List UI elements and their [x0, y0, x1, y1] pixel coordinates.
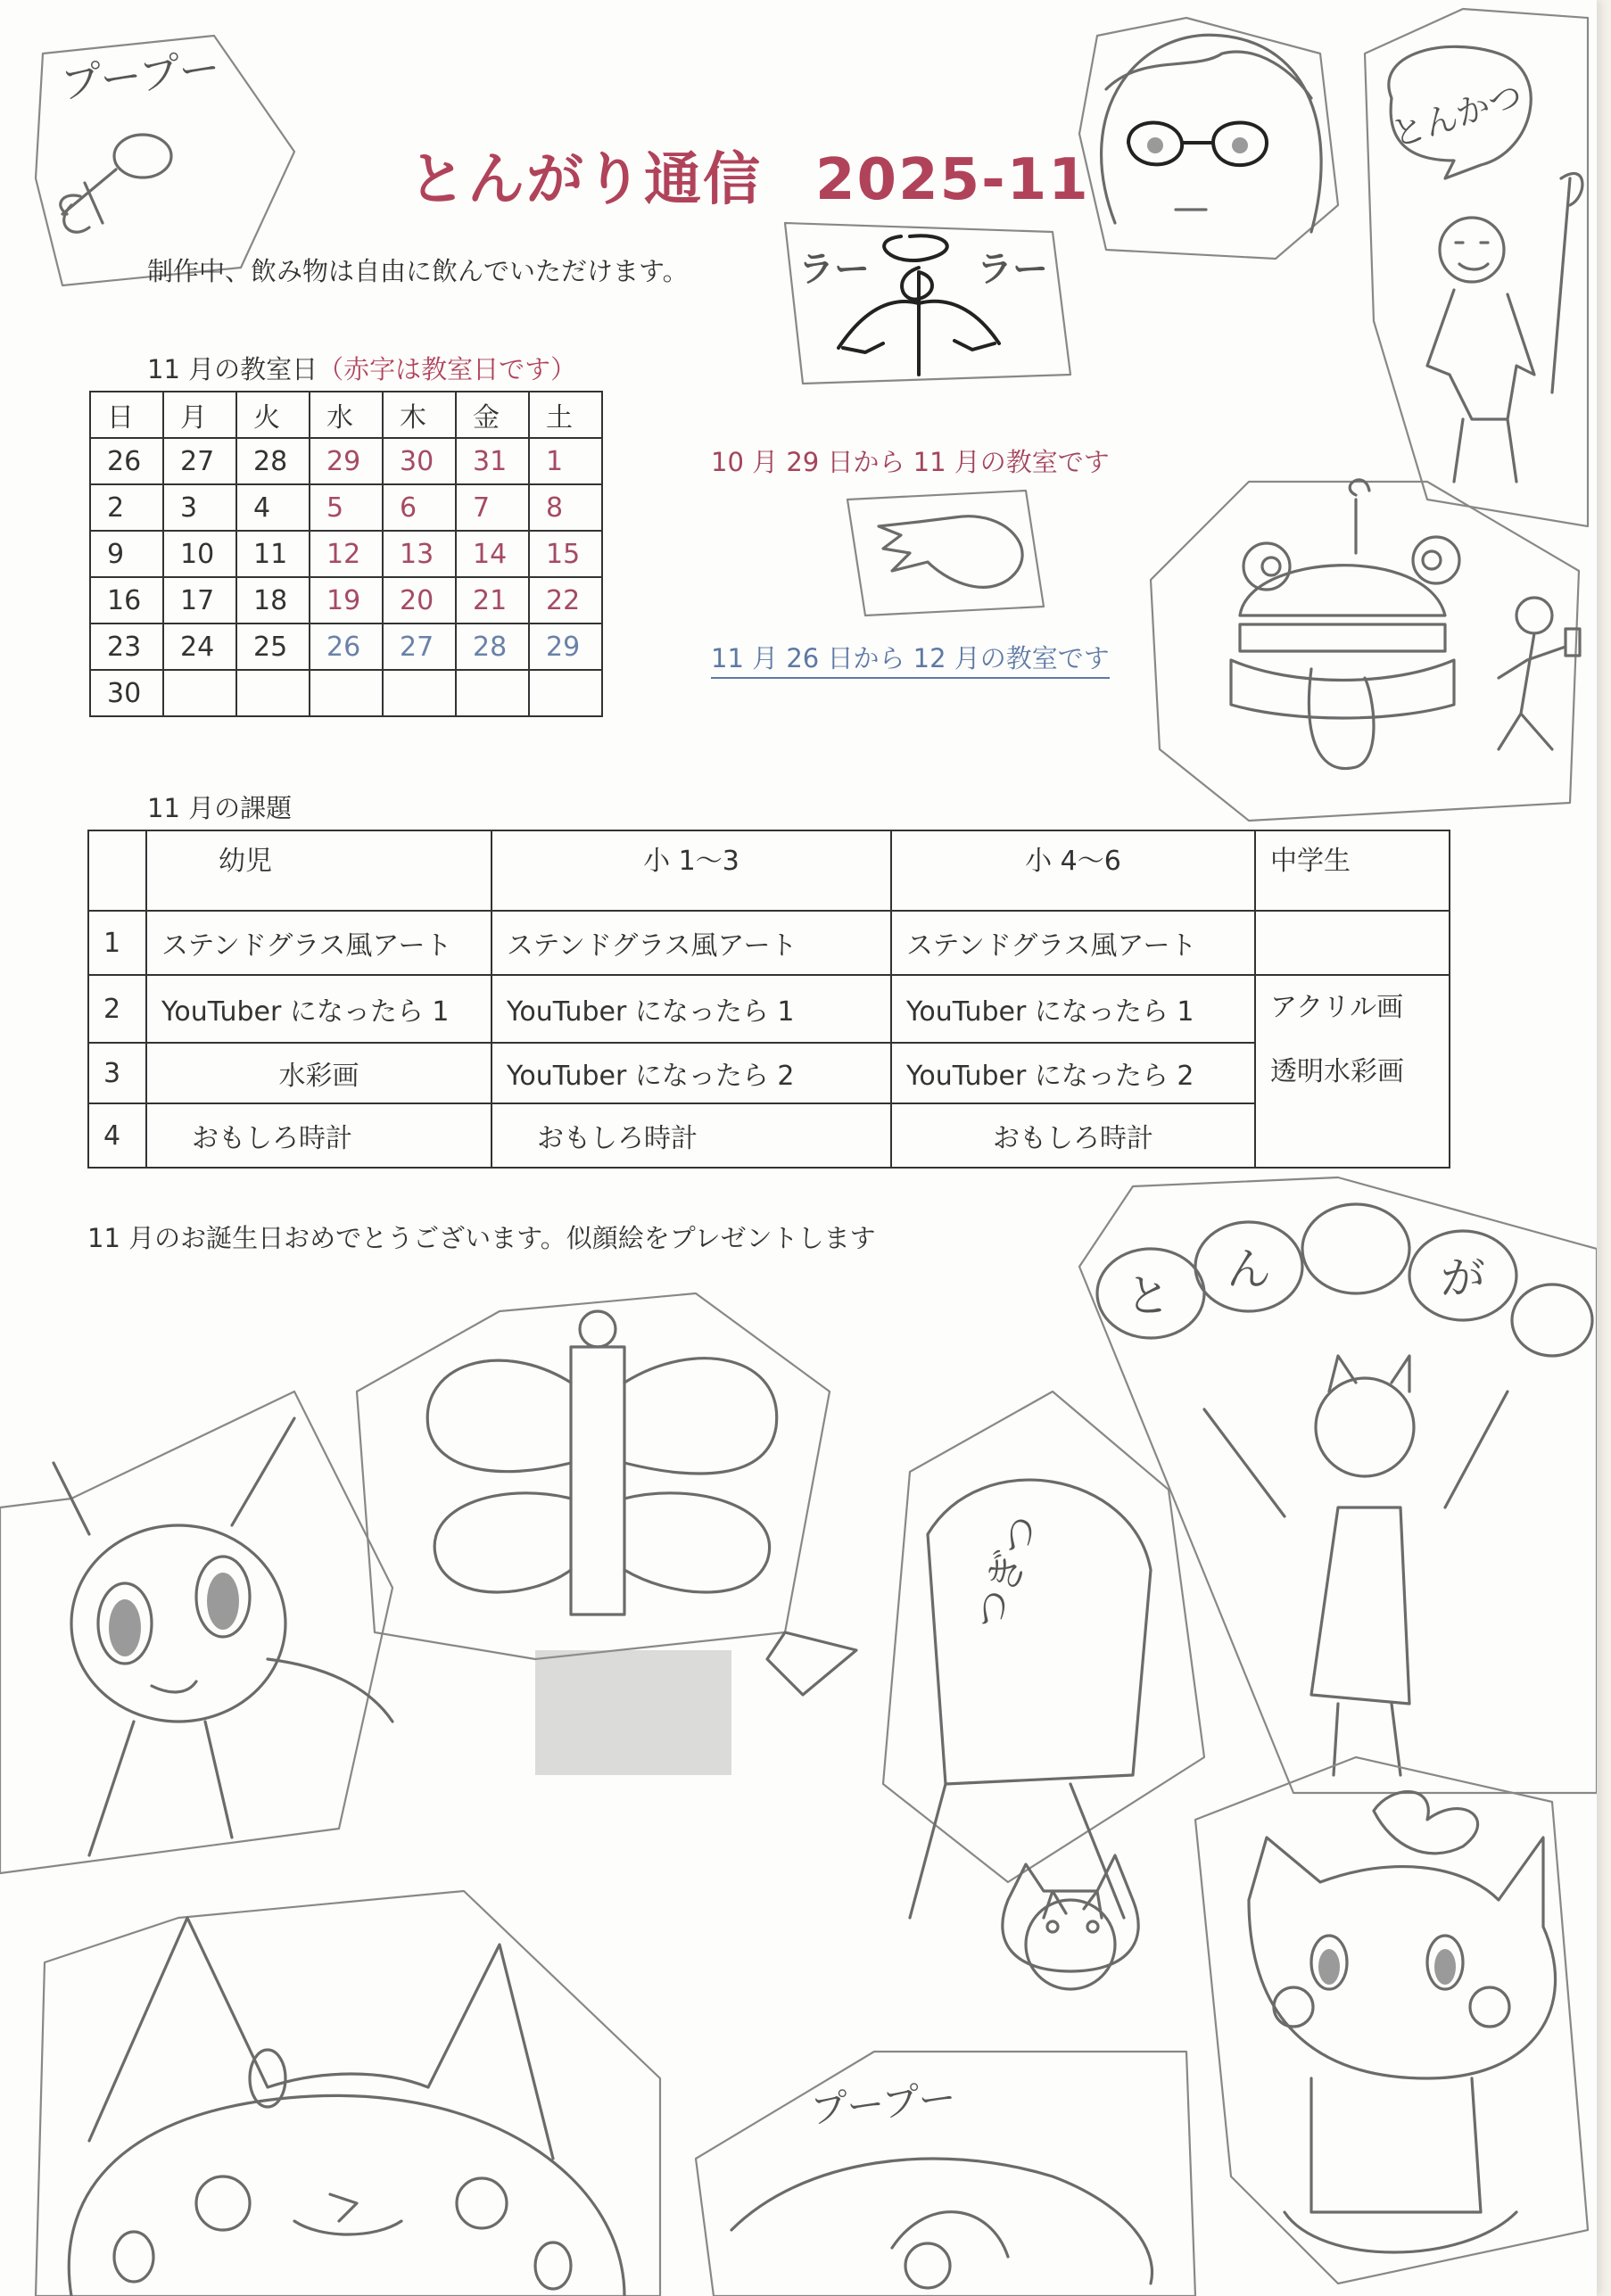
calendar-table	[89, 391, 603, 717]
calendar-day: 30	[90, 670, 163, 716]
calendar-day	[163, 670, 236, 716]
calendar-day: 25	[236, 624, 310, 670]
task-cell: ステンドグラス風アート	[492, 911, 891, 975]
task-cell: おもしろ時計	[891, 1103, 1255, 1168]
balloon-child-drawing	[1079, 1177, 1597, 1793]
task-cell: YouTuber になったら 2	[891, 1043, 1255, 1103]
task-cell: おもしろ時計	[146, 1103, 492, 1168]
task-cell: YouTuber になったら 2	[492, 1043, 891, 1103]
calendar-week-row	[90, 624, 602, 670]
tasks-row	[88, 1043, 1450, 1103]
task-number: 3	[88, 1043, 146, 1103]
calendar-day-class: 1	[529, 438, 602, 484]
task-cell: おもしろ時計	[492, 1103, 891, 1168]
calendar-day-class: 7	[456, 484, 529, 531]
calendar-day-next-month: 29	[529, 624, 602, 670]
calendar-day: 16	[90, 577, 163, 624]
calendar-day: 4	[236, 484, 310, 531]
calendar-day-class: 15	[529, 531, 602, 577]
tasks-row	[88, 975, 1450, 1043]
calendar-day: 2	[90, 484, 163, 531]
newsletter-title	[409, 134, 1090, 216]
task-cell: ステンドグラス風アート	[146, 911, 492, 975]
calendar-day-class: 30	[383, 438, 456, 484]
december-range-note: 11 月 26 日から 12 月の教室です	[711, 639, 1110, 679]
tonkatsu-label: とんかつ	[1386, 75, 1528, 155]
tasks-row	[88, 911, 1450, 975]
calendar-week-row	[90, 670, 602, 716]
calendar-day	[529, 670, 602, 716]
calendar-day-next-month: 27	[383, 624, 456, 670]
tonkatsu-boy-drawing	[1365, 9, 1588, 526]
bug-drawing	[0, 1392, 392, 1873]
calendar-day-class: 19	[310, 577, 383, 624]
calendar-heading-text: 11 月の教室日	[147, 354, 318, 384]
calendar-day-class: 12	[310, 531, 383, 577]
weekday-cell: 日	[90, 392, 163, 438]
cake-text: つぎつ	[965, 1509, 1049, 1636]
calendar-day-next-month: 26	[310, 624, 383, 670]
lala-left-label: ラー	[798, 249, 870, 290]
calendar-day-class: 5	[310, 484, 383, 531]
weekday-cell: 木	[383, 392, 456, 438]
newsletter-title-text: とんがり通信	[409, 147, 762, 213]
balloon-char-3: が	[1441, 1252, 1485, 1304]
weekday-cell: 金	[456, 392, 529, 438]
calendar-day: 23	[90, 624, 163, 670]
tasks-heading: 11 月の課題	[147, 793, 293, 823]
newsletter-title-date: 2025-11	[815, 147, 1090, 213]
calendar-day: 18	[236, 577, 310, 624]
burger-monster-drawing	[1151, 480, 1580, 821]
balloon-char-2: ん	[1227, 1243, 1271, 1295]
calendar-day-class: 20	[383, 577, 456, 624]
fish-drawing	[696, 2052, 1195, 2296]
calendar-day-class: 29	[310, 438, 383, 484]
calendar-day	[236, 670, 310, 716]
fish-text: プープー	[808, 2075, 958, 2132]
calendar-day: 11	[236, 531, 310, 577]
birthday-message: 11 月のお誕生日おめでとうございます。似顔絵をプレゼントします	[87, 1223, 876, 1253]
task-cell: YouTuber になったら 1	[146, 975, 492, 1043]
calendar-week-row	[90, 438, 602, 484]
task-number: 1	[88, 911, 146, 975]
balloon-char-1: と	[1126, 1270, 1170, 1322]
calendar-week-row	[90, 531, 602, 577]
tasks-table	[87, 830, 1450, 1169]
task-number: 2	[88, 975, 146, 1043]
calendar-day: 17	[163, 577, 236, 624]
calendar-day-class: 8	[529, 484, 602, 531]
calendar-week-row	[90, 577, 602, 624]
calendar-day: 26	[90, 438, 163, 484]
task-number: 4	[88, 1103, 146, 1168]
weekday-cell: 火	[236, 392, 310, 438]
task-cell: 水彩画	[146, 1043, 492, 1103]
cake-character-drawing	[767, 1392, 1204, 1989]
calendar-heading-note: （赤字は教室日です）	[318, 354, 577, 384]
column-header-grade1-3: 小 1〜3	[492, 830, 891, 911]
tasks-header-blank	[88, 830, 146, 911]
butterfly-drawing	[357, 1293, 830, 1775]
lala-drawing	[785, 223, 1070, 384]
calendar-day	[383, 670, 456, 716]
squid-drawing	[847, 491, 1044, 615]
calendar-day: 24	[163, 624, 236, 670]
column-header-grade4-6: 小 4〜6	[891, 830, 1255, 911]
weekday-cell: 土	[529, 392, 602, 438]
tasks-header-row	[88, 830, 1450, 911]
calendar-day	[456, 670, 529, 716]
task-cell: YouTuber になったら 1	[492, 975, 891, 1043]
calendar-day-class: 14	[456, 531, 529, 577]
lala-right-label: ラー	[977, 249, 1048, 290]
pupu-drawing	[36, 36, 294, 285]
calendar-week-row	[90, 484, 602, 531]
big-cat-drawing	[36, 1891, 660, 2296]
calendar-day: 10	[163, 531, 236, 577]
intro-text: 制作中、飲み物は自由に飲んでいただけます。	[147, 256, 689, 286]
weekday-cell: 水	[310, 392, 383, 438]
column-header-junior-high: 中学生	[1255, 830, 1450, 911]
junior-high-task: 透明水彩画	[1270, 1056, 1404, 1087]
calendar-day	[310, 670, 383, 716]
calendar-weekday-row	[90, 392, 602, 438]
calendar-day-class: 22	[529, 577, 602, 624]
calendar-day-next-month: 28	[456, 624, 529, 670]
calendar-day-class: 21	[456, 577, 529, 624]
bow-cat-drawing	[1195, 1757, 1588, 2284]
task-cell: YouTuber になったら 1	[891, 975, 1255, 1043]
junior-high-tasks	[1255, 975, 1450, 1168]
calendar-day-class: 13	[383, 531, 456, 577]
small-cat-drawing	[1003, 1855, 1138, 1971]
calendar-day: 27	[163, 438, 236, 484]
calendar-heading	[147, 350, 576, 386]
weekday-cell: 月	[163, 392, 236, 438]
task-cell: ステンドグラス風アート	[891, 911, 1255, 975]
calendar-day-class: 31	[456, 438, 529, 484]
calendar-day: 9	[90, 531, 163, 577]
column-header-preschool: 幼児	[146, 830, 492, 911]
task-cell	[1255, 911, 1450, 975]
junior-high-task: アクリル画	[1270, 992, 1404, 1023]
glasses-girl-drawing	[1079, 18, 1338, 259]
calendar-day-class: 6	[383, 484, 456, 531]
tasks-row	[88, 1103, 1450, 1168]
november-range-note: 10 月 29 日から 11 月の教室です	[711, 447, 1110, 477]
calendar-day: 3	[163, 484, 236, 531]
pupu-label: プープー	[58, 43, 223, 108]
calendar-day: 28	[236, 438, 310, 484]
